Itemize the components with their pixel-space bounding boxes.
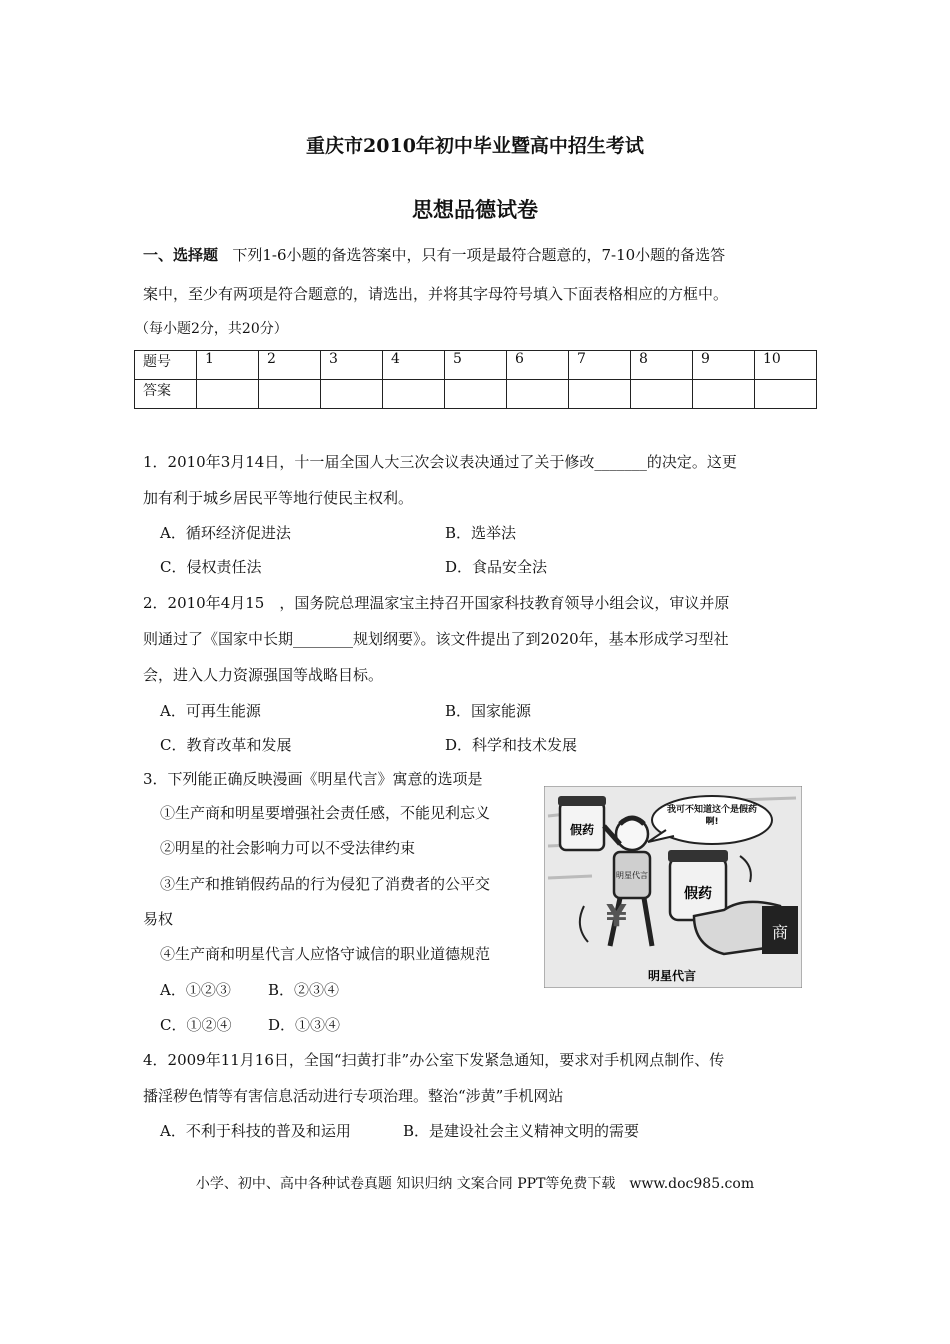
table-cell-label: 答案 <box>135 380 197 409</box>
page-footer: 小学、初中、高中各种试卷真题 知识归纳 文案合同 PPT等免费下载 www.doc985.com <box>195 1176 755 1192</box>
question-3-statement-1: ①生产商和明星要增强社会责任感，不能见利忘义 <box>160 804 491 822</box>
speech-bubble <box>648 796 772 844</box>
answer-box[interactable] <box>569 380 631 409</box>
answer-box[interactable] <box>321 380 383 409</box>
yen-icon: ¥ <box>606 899 627 934</box>
question-1-option-b: B．选举法 <box>445 524 517 542</box>
question-1-option-a: A．循环经济促进法 <box>160 524 291 542</box>
celebrity-sash-label: 明星代言 <box>616 871 648 880</box>
table-cell-number: 10 <box>755 351 817 380</box>
section-intro-line3: （每小题2分，共20分） <box>135 321 288 337</box>
speech-bubble-text: 我可不知道这个是假药啊! <box>666 805 757 827</box>
question-3-option-c: C．①②④ <box>160 1016 232 1034</box>
question-2-stem: 2．2010年4月15 ，国务院总理温家宝主持召开国家科技教育领导小组会议，审议并原 <box>143 594 730 612</box>
answer-table <box>134 350 817 409</box>
section-intro <box>143 244 725 265</box>
question-3-stem: 3．下列能正确反映漫画《明星代言》寓意的选项是 <box>143 770 483 788</box>
answer-table-row-numbers <box>135 351 817 380</box>
question-2-option-c: C．教育改革和发展 <box>160 736 292 754</box>
answer-box[interactable] <box>445 380 507 409</box>
question-3-option-d: D．①③④ <box>268 1016 341 1034</box>
table-cell-number: 5 <box>445 351 507 380</box>
table-cell-label: 题号 <box>135 351 197 380</box>
fake-medicine-label: 假药 <box>569 823 595 837</box>
question-1-option-d: D．食品安全法 <box>445 558 548 576</box>
answer-box[interactable] <box>631 380 693 409</box>
fake-medicine-label-2: 假药 <box>684 886 712 902</box>
table-cell-number: 9 <box>693 351 755 380</box>
question-2-stem-cont: 则通过了《国家中长期________规划纲要》。该文件提出了到2020年，基本形成学习型社 <box>143 630 729 648</box>
question-1-stem-cont: 加有利于城乡居民平等地行使民主权利。 <box>143 489 414 507</box>
table-cell-number: 1 <box>197 351 259 380</box>
question-3-statement-3: ③生产和推销假药品的行为侵犯了消费者的公平交 <box>160 875 491 893</box>
page-subtitle: 思想品德试卷 <box>412 197 538 222</box>
page-title: 重庆市2010年初中毕业暨高中招生考试 <box>306 135 644 157</box>
section-heading: 一、选择题 <box>143 246 219 264</box>
question-3-option-b: B．②③④ <box>268 981 340 999</box>
question-1-stem: 1．2010年3月14日，十一届全国人大三次会议表决通过了关于修改_______的决定。这更 <box>143 453 737 471</box>
question-3-statement-3-cont: 易权 <box>143 910 174 928</box>
cartoon-illustration <box>544 786 802 988</box>
table-cell-number: 2 <box>259 351 321 380</box>
question-2-stem-cont2: 会，进入人力资源强国等战略目标。 <box>143 666 384 684</box>
answer-box[interactable] <box>383 380 445 409</box>
question-3-statement-2: ②明星的社会影响力可以不受法律约束 <box>160 839 416 857</box>
answer-box[interactable] <box>693 380 755 409</box>
question-2-option-a: A．可再生能源 <box>160 702 261 720</box>
question-4-option-b: B．是建设社会主义精神文明的需要 <box>403 1122 640 1140</box>
table-cell-number: 8 <box>631 351 693 380</box>
question-4-stem: 4．2009年11月16日，全国“扫黄打非”办公室下发紧急通知，要求对手机网点制作、传 <box>143 1051 725 1069</box>
question-3-option-a: A．①②③ <box>160 981 231 999</box>
question-4-stem-cont: 播淫秽色情等有害信息活动进行专项治理。整治“涉黄”手机网站 <box>143 1087 564 1105</box>
question-1-option-c: C．侵权责任法 <box>160 558 262 576</box>
answer-table-row-answers <box>135 380 817 409</box>
table-cell-number: 3 <box>321 351 383 380</box>
answer-box[interactable] <box>507 380 569 409</box>
answer-box[interactable] <box>755 380 817 409</box>
fake-medicine-jar-left <box>558 796 606 850</box>
table-cell-number: 7 <box>569 351 631 380</box>
question-4-option-a: A．不利于科技的普及和运用 <box>160 1122 351 1140</box>
table-cell-number: 6 <box>507 351 569 380</box>
merchant-label: 商 <box>771 923 789 942</box>
section-intro-text: 下列1-6小题的备选答案中，只有一项是最符合题意的，7-10小题的备选答 <box>232 246 726 264</box>
table-cell-number: 4 <box>383 351 445 380</box>
question-2-option-d: D．科学和技术发展 <box>445 736 578 754</box>
section-intro-line2: 案中，至少有两项是符合题意的，请选出，并将其字母符号填入下面表格相应的方框中。 <box>143 285 729 303</box>
fake-medicine-jar-center <box>668 850 728 920</box>
answer-box[interactable] <box>259 380 321 409</box>
answer-box[interactable] <box>197 380 259 409</box>
question-3-statement-4: ④生产商和明星代言人应恪守诚信的职业道德规范 <box>160 945 491 963</box>
cartoon-caption: 明星代言 <box>648 969 697 983</box>
question-2-option-b: B．国家能源 <box>445 702 532 720</box>
